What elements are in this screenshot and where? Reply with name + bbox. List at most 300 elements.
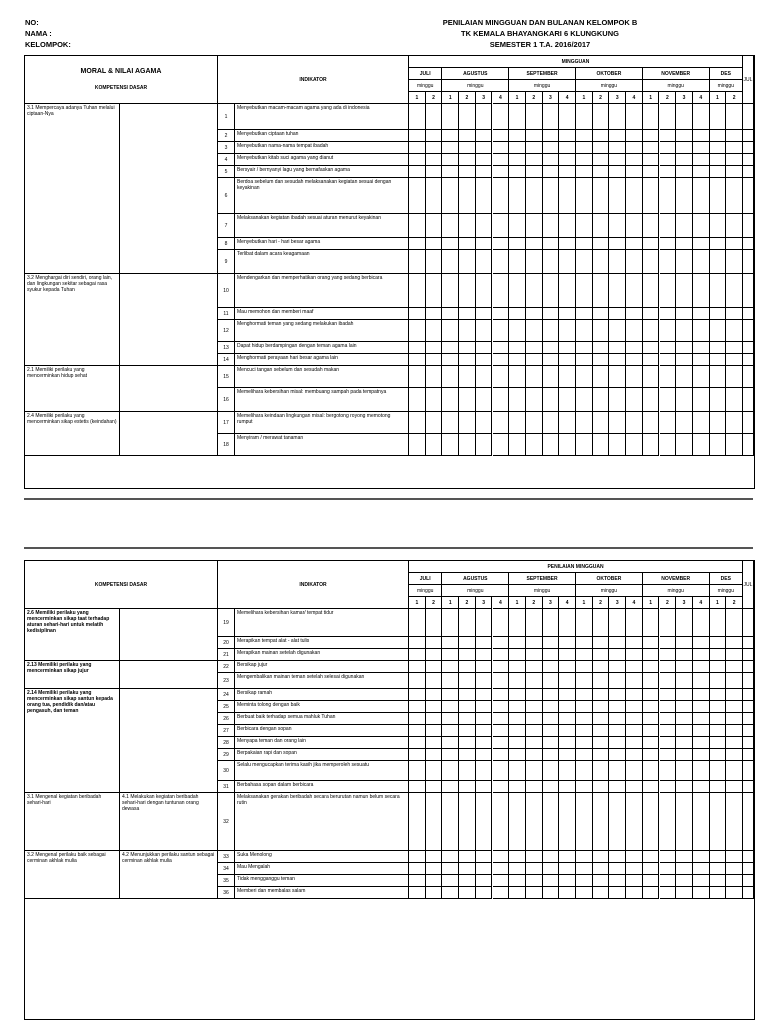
score-cell[interactable]	[442, 154, 459, 166]
score-cell[interactable]	[426, 887, 443, 899]
score-cell[interactable]	[526, 689, 543, 701]
score-cell[interactable]	[726, 851, 743, 863]
score-cell[interactable]	[693, 793, 710, 851]
score-cell[interactable]	[509, 308, 526, 320]
score-cell[interactable]	[543, 793, 560, 851]
score-cell[interactable]	[442, 851, 459, 863]
score-cell[interactable]	[626, 274, 643, 308]
score-cell[interactable]	[476, 863, 493, 875]
score-cell[interactable]	[576, 875, 593, 887]
score-cell[interactable]	[442, 793, 459, 851]
score-cell[interactable]	[509, 713, 526, 725]
score-cell[interactable]	[459, 142, 476, 154]
score-cell[interactable]	[442, 214, 459, 238]
score-cell[interactable]	[576, 649, 593, 661]
score-cell[interactable]	[626, 793, 643, 851]
score-cell[interactable]	[593, 154, 610, 166]
score-cell[interactable]	[426, 661, 443, 673]
score-cell[interactable]	[660, 725, 677, 737]
score-cell[interactable]	[442, 342, 459, 354]
score-cell[interactable]	[559, 250, 576, 274]
score-cell[interactable]	[726, 781, 743, 793]
score-cell[interactable]	[660, 104, 677, 130]
score-cell[interactable]	[643, 661, 660, 673]
score-cell[interactable]	[559, 737, 576, 749]
score-cell[interactable]	[476, 701, 493, 713]
score-cell[interactable]	[676, 637, 693, 649]
score-cell[interactable]	[710, 366, 727, 388]
score-cell[interactable]	[526, 388, 543, 412]
score-cell[interactable]	[676, 689, 693, 701]
score-cell[interactable]	[442, 142, 459, 154]
score-cell[interactable]	[493, 412, 510, 434]
score-cell[interactable]	[559, 673, 576, 689]
score-cell[interactable]	[726, 214, 743, 238]
score-cell[interactable]	[726, 725, 743, 737]
score-cell[interactable]	[660, 851, 677, 863]
score-cell[interactable]	[509, 320, 526, 342]
score-cell[interactable]	[409, 761, 426, 781]
score-cell[interactable]	[493, 701, 510, 713]
score-cell[interactable]	[526, 725, 543, 737]
score-cell[interactable]	[426, 342, 443, 354]
score-cell[interactable]	[476, 887, 493, 899]
score-cell[interactable]	[609, 661, 626, 673]
score-cell[interactable]	[459, 851, 476, 863]
score-cell[interactable]	[409, 308, 426, 320]
score-cell[interactable]	[543, 388, 560, 412]
score-cell[interactable]	[509, 793, 526, 851]
score-cell[interactable]	[459, 104, 476, 130]
score-cell[interactable]	[543, 104, 560, 130]
score-cell[interactable]	[626, 250, 643, 274]
score-cell[interactable]	[710, 713, 727, 725]
score-cell[interactable]	[576, 701, 593, 713]
score-cell[interactable]	[409, 354, 426, 366]
score-cell-extra[interactable]	[743, 250, 754, 274]
score-cell[interactable]	[676, 142, 693, 154]
score-cell[interactable]	[509, 701, 526, 713]
score-cell[interactable]	[626, 609, 643, 637]
score-cell[interactable]	[426, 274, 443, 308]
score-cell[interactable]	[726, 649, 743, 661]
score-cell[interactable]	[676, 609, 693, 637]
score-cell[interactable]	[576, 851, 593, 863]
score-cell[interactable]	[559, 178, 576, 214]
score-cell[interactable]	[609, 250, 626, 274]
score-cell[interactable]	[526, 793, 543, 851]
score-cell[interactable]	[660, 388, 677, 412]
score-cell[interactable]	[543, 701, 560, 713]
score-cell[interactable]	[426, 434, 443, 456]
score-cell[interactable]	[559, 274, 576, 308]
score-cell[interactable]	[676, 130, 693, 142]
score-cell[interactable]	[426, 673, 443, 689]
score-cell[interactable]	[609, 154, 626, 166]
score-cell[interactable]	[509, 609, 526, 637]
score-cell[interactable]	[643, 342, 660, 354]
score-cell[interactable]	[710, 342, 727, 354]
score-cell[interactable]	[576, 308, 593, 320]
score-cell[interactable]	[426, 851, 443, 863]
score-cell[interactable]	[426, 793, 443, 851]
score-cell[interactable]	[543, 178, 560, 214]
score-cell[interactable]	[559, 637, 576, 649]
score-cell[interactable]	[493, 673, 510, 689]
score-cell[interactable]	[526, 250, 543, 274]
score-cell[interactable]	[609, 274, 626, 308]
score-cell[interactable]	[509, 851, 526, 863]
score-cell[interactable]	[626, 178, 643, 214]
score-cell[interactable]	[409, 887, 426, 899]
score-cell[interactable]	[426, 701, 443, 713]
score-cell[interactable]	[609, 673, 626, 689]
score-cell[interactable]	[626, 761, 643, 781]
score-cell[interactable]	[693, 178, 710, 214]
score-cell[interactable]	[593, 793, 610, 851]
score-cell[interactable]	[476, 178, 493, 214]
score-cell[interactable]	[476, 737, 493, 749]
score-cell[interactable]	[493, 142, 510, 154]
score-cell[interactable]	[693, 104, 710, 130]
score-cell[interactable]	[626, 130, 643, 142]
score-cell[interactable]	[476, 308, 493, 320]
score-cell[interactable]	[409, 863, 426, 875]
score-cell[interactable]	[426, 725, 443, 737]
score-cell[interactable]	[626, 781, 643, 793]
score-cell[interactable]	[643, 701, 660, 713]
score-cell[interactable]	[509, 661, 526, 673]
score-cell[interactable]	[559, 851, 576, 863]
score-cell[interactable]	[493, 214, 510, 238]
score-cell[interactable]	[676, 781, 693, 793]
score-cell[interactable]	[576, 366, 593, 388]
score-cell[interactable]	[710, 609, 727, 637]
score-cell[interactable]	[643, 673, 660, 689]
score-cell[interactable]	[459, 761, 476, 781]
score-cell[interactable]	[576, 342, 593, 354]
score-cell[interactable]	[543, 434, 560, 456]
score-cell[interactable]	[459, 250, 476, 274]
score-cell[interactable]	[693, 649, 710, 661]
score-cell[interactable]	[476, 781, 493, 793]
score-cell[interactable]	[726, 701, 743, 713]
score-cell[interactable]	[559, 434, 576, 456]
score-cell[interactable]	[426, 320, 443, 342]
score-cell[interactable]	[626, 689, 643, 701]
score-cell[interactable]	[442, 637, 459, 649]
score-cell[interactable]	[643, 875, 660, 887]
score-cell[interactable]	[593, 713, 610, 725]
score-cell[interactable]	[676, 366, 693, 388]
score-cell[interactable]	[660, 661, 677, 673]
score-cell[interactable]	[693, 887, 710, 899]
score-cell[interactable]	[476, 637, 493, 649]
score-cell[interactable]	[459, 274, 476, 308]
score-cell[interactable]	[442, 366, 459, 388]
score-cell[interactable]	[509, 637, 526, 649]
score-cell[interactable]	[493, 649, 510, 661]
score-cell[interactable]	[409, 412, 426, 434]
score-cell[interactable]	[710, 737, 727, 749]
score-cell-extra[interactable]	[743, 851, 754, 863]
score-cell[interactable]	[543, 761, 560, 781]
score-cell[interactable]	[693, 166, 710, 178]
score-cell[interactable]	[543, 342, 560, 354]
score-cell[interactable]	[576, 166, 593, 178]
score-cell[interactable]	[459, 749, 476, 761]
score-cell[interactable]	[693, 673, 710, 689]
score-cell[interactable]	[509, 388, 526, 412]
score-cell-extra[interactable]	[743, 434, 754, 456]
score-cell[interactable]	[609, 609, 626, 637]
score-cell-extra[interactable]	[743, 166, 754, 178]
score-cell[interactable]	[593, 863, 610, 875]
score-cell[interactable]	[459, 238, 476, 250]
score-cell[interactable]	[593, 320, 610, 342]
score-cell[interactable]	[493, 320, 510, 342]
score-cell[interactable]	[543, 308, 560, 320]
score-cell[interactable]	[493, 887, 510, 899]
score-cell[interactable]	[409, 637, 426, 649]
score-cell[interactable]	[710, 130, 727, 142]
score-cell[interactable]	[576, 178, 593, 214]
score-cell[interactable]	[643, 412, 660, 434]
score-cell[interactable]	[576, 761, 593, 781]
score-cell[interactable]	[442, 673, 459, 689]
score-cell[interactable]	[509, 737, 526, 749]
score-cell[interactable]	[609, 649, 626, 661]
score-cell[interactable]	[576, 142, 593, 154]
score-cell[interactable]	[493, 130, 510, 142]
score-cell[interactable]	[543, 661, 560, 673]
score-cell[interactable]	[643, 851, 660, 863]
score-cell[interactable]	[576, 661, 593, 673]
score-cell[interactable]	[710, 851, 727, 863]
score-cell-extra[interactable]	[743, 689, 754, 701]
score-cell[interactable]	[509, 863, 526, 875]
score-cell[interactable]	[526, 354, 543, 366]
score-cell[interactable]	[660, 609, 677, 637]
score-cell[interactable]	[626, 749, 643, 761]
score-cell[interactable]	[442, 725, 459, 737]
score-cell[interactable]	[409, 875, 426, 887]
score-cell[interactable]	[693, 661, 710, 673]
score-cell-extra[interactable]	[743, 308, 754, 320]
score-cell[interactable]	[559, 354, 576, 366]
score-cell[interactable]	[593, 749, 610, 761]
score-cell[interactable]	[626, 661, 643, 673]
score-cell[interactable]	[509, 875, 526, 887]
score-cell-extra[interactable]	[743, 238, 754, 250]
score-cell[interactable]	[693, 737, 710, 749]
score-cell[interactable]	[609, 737, 626, 749]
score-cell[interactable]	[609, 412, 626, 434]
score-cell[interactable]	[476, 761, 493, 781]
score-cell[interactable]	[409, 689, 426, 701]
score-cell-extra[interactable]	[743, 673, 754, 689]
score-cell[interactable]	[426, 166, 443, 178]
score-cell[interactable]	[660, 887, 677, 899]
score-cell[interactable]	[476, 320, 493, 342]
score-cell-extra[interactable]	[743, 887, 754, 899]
score-cell[interactable]	[609, 354, 626, 366]
score-cell[interactable]	[459, 701, 476, 713]
score-cell[interactable]	[676, 154, 693, 166]
score-cell[interactable]	[543, 166, 560, 178]
score-cell[interactable]	[509, 178, 526, 214]
score-cell[interactable]	[576, 737, 593, 749]
score-cell[interactable]	[409, 142, 426, 154]
score-cell[interactable]	[559, 887, 576, 899]
score-cell[interactable]	[609, 130, 626, 142]
score-cell[interactable]	[593, 887, 610, 899]
score-cell[interactable]	[609, 689, 626, 701]
score-cell[interactable]	[676, 875, 693, 887]
score-cell[interactable]	[559, 308, 576, 320]
score-cell[interactable]	[426, 761, 443, 781]
score-cell[interactable]	[559, 725, 576, 737]
score-cell-extra[interactable]	[743, 649, 754, 661]
score-cell[interactable]	[493, 781, 510, 793]
score-cell[interactable]	[643, 434, 660, 456]
score-cell[interactable]	[710, 673, 727, 689]
score-cell[interactable]	[509, 689, 526, 701]
score-cell[interactable]	[726, 673, 743, 689]
score-cell[interactable]	[710, 388, 727, 412]
score-cell[interactable]	[710, 250, 727, 274]
score-cell[interactable]	[576, 725, 593, 737]
score-cell[interactable]	[526, 673, 543, 689]
score-cell[interactable]	[726, 354, 743, 366]
score-cell[interactable]	[726, 863, 743, 875]
score-cell[interactable]	[409, 154, 426, 166]
score-cell[interactable]	[710, 793, 727, 851]
score-cell[interactable]	[476, 412, 493, 434]
score-cell[interactable]	[543, 320, 560, 342]
score-cell[interactable]	[643, 388, 660, 412]
score-cell[interactable]	[693, 342, 710, 354]
score-cell[interactable]	[609, 713, 626, 725]
score-cell-extra[interactable]	[743, 178, 754, 214]
score-cell[interactable]	[576, 250, 593, 274]
score-cell[interactable]	[660, 749, 677, 761]
score-cell[interactable]	[426, 366, 443, 388]
score-cell[interactable]	[609, 725, 626, 737]
score-cell[interactable]	[593, 166, 610, 178]
score-cell[interactable]	[693, 214, 710, 238]
score-cell[interactable]	[543, 875, 560, 887]
score-cell[interactable]	[643, 130, 660, 142]
score-cell[interactable]	[710, 887, 727, 899]
score-cell[interactable]	[559, 142, 576, 154]
score-cell[interactable]	[593, 637, 610, 649]
score-cell[interactable]	[676, 661, 693, 673]
score-cell[interactable]	[626, 887, 643, 899]
score-cell[interactable]	[576, 274, 593, 308]
score-cell[interactable]	[476, 274, 493, 308]
score-cell-extra[interactable]	[743, 713, 754, 725]
score-cell[interactable]	[643, 749, 660, 761]
score-cell[interactable]	[526, 637, 543, 649]
score-cell[interactable]	[576, 238, 593, 250]
score-cell[interactable]	[526, 875, 543, 887]
score-cell[interactable]	[660, 354, 677, 366]
score-cell[interactable]	[459, 737, 476, 749]
score-cell[interactable]	[509, 214, 526, 238]
score-cell[interactable]	[726, 238, 743, 250]
score-cell[interactable]	[559, 166, 576, 178]
score-cell[interactable]	[409, 793, 426, 851]
score-cell[interactable]	[593, 689, 610, 701]
score-cell[interactable]	[559, 366, 576, 388]
score-cell[interactable]	[710, 689, 727, 701]
score-cell[interactable]	[476, 434, 493, 456]
score-cell[interactable]	[409, 661, 426, 673]
score-cell[interactable]	[593, 851, 610, 863]
score-cell[interactable]	[676, 761, 693, 781]
score-cell[interactable]	[593, 875, 610, 887]
score-cell[interactable]	[576, 354, 593, 366]
score-cell[interactable]	[509, 154, 526, 166]
score-cell[interactable]	[442, 761, 459, 781]
score-cell[interactable]	[660, 863, 677, 875]
score-cell[interactable]	[726, 366, 743, 388]
score-cell[interactable]	[726, 388, 743, 412]
score-cell[interactable]	[593, 649, 610, 661]
score-cell-extra[interactable]	[743, 412, 754, 434]
score-cell[interactable]	[676, 701, 693, 713]
score-cell[interactable]	[676, 238, 693, 250]
score-cell[interactable]	[593, 609, 610, 637]
score-cell[interactable]	[710, 178, 727, 214]
score-cell[interactable]	[593, 388, 610, 412]
score-cell[interactable]	[459, 887, 476, 899]
score-cell[interactable]	[559, 609, 576, 637]
score-cell[interactable]	[660, 130, 677, 142]
score-cell[interactable]	[726, 342, 743, 354]
score-cell[interactable]	[526, 130, 543, 142]
score-cell[interactable]	[626, 649, 643, 661]
score-cell[interactable]	[576, 154, 593, 166]
score-cell[interactable]	[476, 875, 493, 887]
score-cell[interactable]	[693, 701, 710, 713]
score-cell[interactable]	[459, 412, 476, 434]
score-cell[interactable]	[726, 887, 743, 899]
score-cell[interactable]	[693, 749, 710, 761]
score-cell[interactable]	[626, 863, 643, 875]
score-cell[interactable]	[660, 649, 677, 661]
score-cell[interactable]	[660, 875, 677, 887]
score-cell[interactable]	[593, 412, 610, 434]
score-cell[interactable]	[442, 749, 459, 761]
score-cell[interactable]	[476, 725, 493, 737]
score-cell[interactable]	[576, 388, 593, 412]
score-cell[interactable]	[409, 342, 426, 354]
score-cell[interactable]	[493, 388, 510, 412]
score-cell[interactable]	[526, 863, 543, 875]
score-cell[interactable]	[559, 749, 576, 761]
score-cell[interactable]	[710, 661, 727, 673]
score-cell[interactable]	[710, 701, 727, 713]
score-cell[interactable]	[442, 104, 459, 130]
score-cell[interactable]	[543, 637, 560, 649]
score-cell[interactable]	[442, 434, 459, 456]
score-cell[interactable]	[526, 166, 543, 178]
score-cell[interactable]	[459, 637, 476, 649]
score-cell[interactable]	[710, 104, 727, 130]
score-cell[interactable]	[593, 274, 610, 308]
